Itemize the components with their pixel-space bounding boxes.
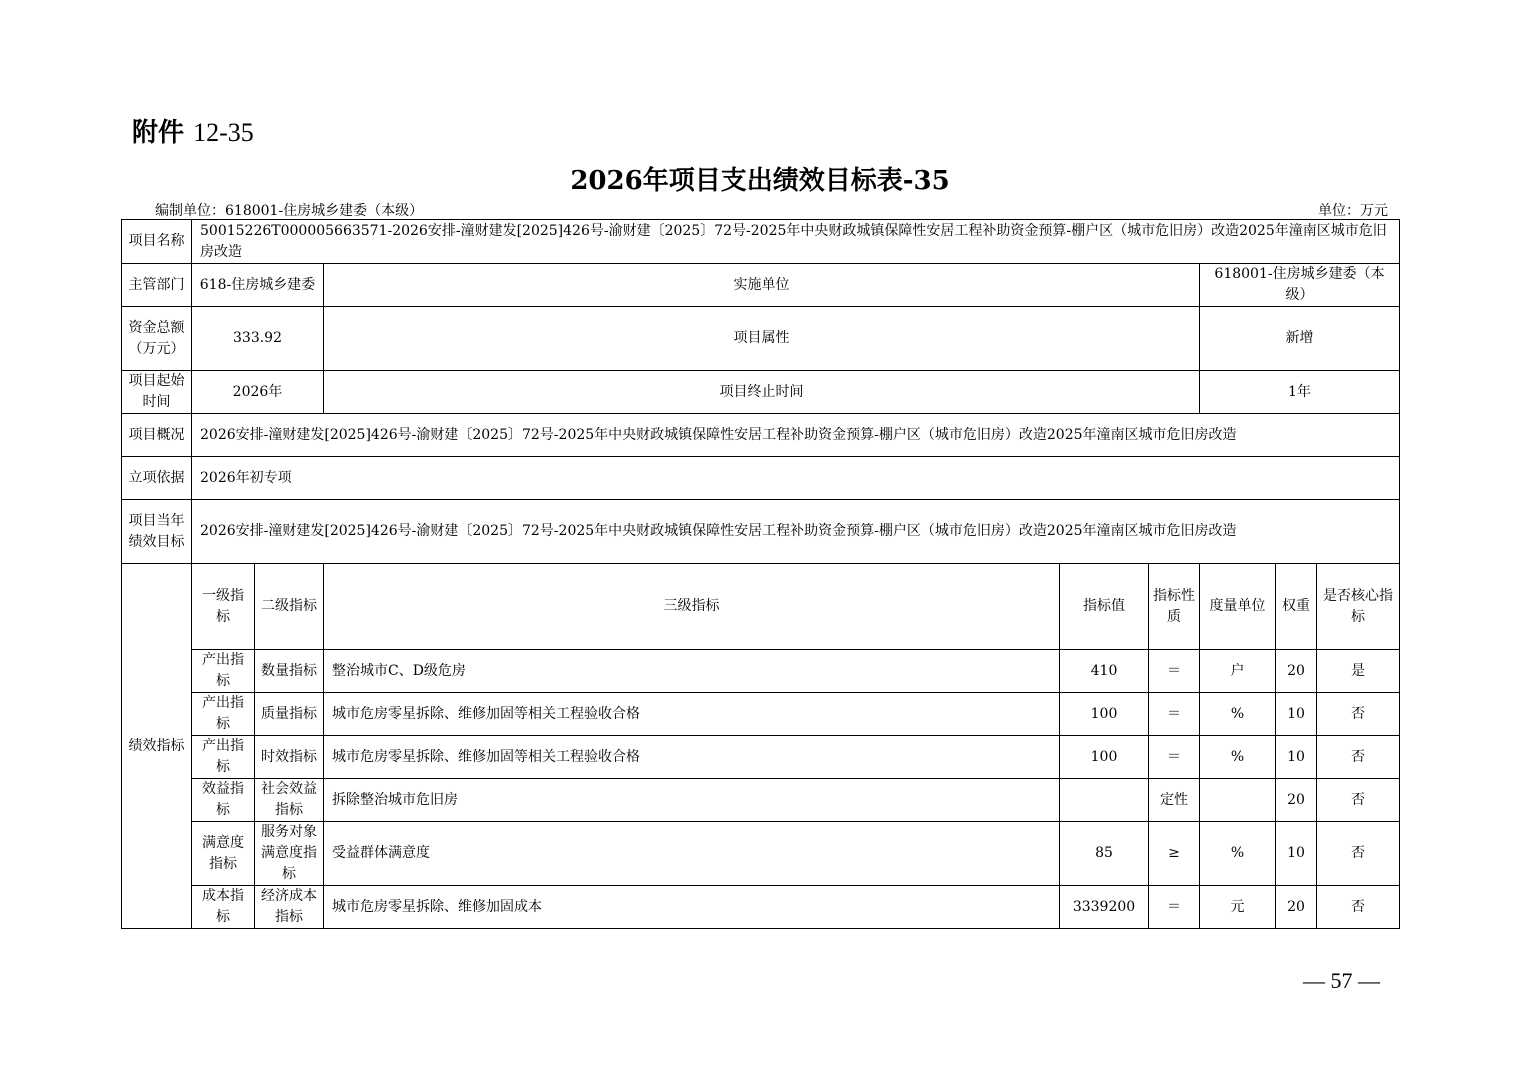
cell-l1: 效益指标 xyxy=(192,779,255,822)
overview-value: 2026安排-潼财建发[2025]426号-渝财建〔2025〕72号-2025年中央财政城镇保障性安居工程补助资金预算-棚户区（城市危旧房）改造2025年潼南区城市危旧房改造 xyxy=(192,414,1400,457)
cell-measure: 户 xyxy=(1200,650,1276,693)
cell-weight: 20 xyxy=(1276,886,1317,929)
compile-unit: 编制单位：618001-住房城乡建委（本级） xyxy=(155,203,424,219)
cell-weight: 10 xyxy=(1276,736,1317,779)
dept-value: 618-住房城乡建委 xyxy=(192,264,324,307)
cell-core: 否 xyxy=(1317,736,1400,779)
page-number: — 57 — xyxy=(1303,968,1380,993)
header-l2: 二级指标 xyxy=(255,564,324,650)
header-l1: 一级指标 xyxy=(192,564,255,650)
table-row xyxy=(122,886,1400,929)
cell-l1: 满意度指标 xyxy=(192,822,255,886)
cell-l1: 产出指标 xyxy=(192,650,255,693)
cell-nature: ＝ xyxy=(1149,693,1200,736)
cell-core: 否 xyxy=(1317,886,1400,929)
table-row xyxy=(122,822,1400,886)
cell-measure: % xyxy=(1200,822,1276,886)
cell-core: 是 xyxy=(1317,650,1400,693)
impl-label: 实施单位 xyxy=(324,264,1200,307)
attr-value: 新增 xyxy=(1200,307,1400,371)
start-value: 2026年 xyxy=(192,371,324,414)
cell-nature: ＝ xyxy=(1149,886,1200,929)
header-weight: 权重 xyxy=(1276,564,1317,650)
cell-l2: 时效指标 xyxy=(255,736,324,779)
cell-l3: 城市危房零星拆除、维修加固等相关工程验收合格 xyxy=(324,693,1060,736)
cell-value: 100 xyxy=(1060,736,1149,779)
cell-l2: 服务对象满意度指标 xyxy=(255,822,324,886)
cell-nature: ＝ xyxy=(1149,650,1200,693)
cell-l3: 城市危房零星拆除、维修加固等相关工程验收合格 xyxy=(324,736,1060,779)
cell-measure: 元 xyxy=(1200,886,1276,929)
attachment-label: 附件 12-35 xyxy=(132,118,254,148)
cell-core: 否 xyxy=(1317,822,1400,886)
cell-weight: 20 xyxy=(1276,779,1317,822)
cell-l3: 拆除整治城市危旧房 xyxy=(324,779,1060,822)
cell-l1: 成本指标 xyxy=(192,886,255,929)
header-core: 是否核心指标 xyxy=(1317,564,1400,650)
table-row xyxy=(122,650,1400,693)
basis-label: 立项依据 xyxy=(122,457,192,500)
header-nature: 指标性质 xyxy=(1149,564,1200,650)
funds-value: 333.92 xyxy=(192,307,324,371)
attr-label: 项目属性 xyxy=(324,307,1200,371)
cell-measure: % xyxy=(1200,693,1276,736)
header-value: 指标值 xyxy=(1060,564,1149,650)
start-label: 项目起始时间 xyxy=(122,371,192,414)
page-title: 2026年项目支出绩效目标表-35 xyxy=(570,166,950,196)
cell-l1: 产出指标 xyxy=(192,693,255,736)
cell-l2: 经济成本指标 xyxy=(255,886,324,929)
cell-value: 100 xyxy=(1060,693,1149,736)
cell-weight: 10 xyxy=(1276,822,1317,886)
table-row xyxy=(122,693,1400,736)
cell-weight: 20 xyxy=(1276,650,1317,693)
cell-l3: 整治城市C、D级危房 xyxy=(324,650,1060,693)
cell-value xyxy=(1060,779,1149,822)
overview-label: 项目概况 xyxy=(122,414,192,457)
perf-label: 绩效指标 xyxy=(122,564,192,929)
header-measure: 度量单位 xyxy=(1200,564,1276,650)
header-l3: 三级指标 xyxy=(324,564,1060,650)
cell-core: 否 xyxy=(1317,779,1400,822)
table-row xyxy=(122,736,1400,779)
cell-l2: 质量指标 xyxy=(255,693,324,736)
cell-l3: 受益群体满意度 xyxy=(324,822,1060,886)
cell-core: 否 xyxy=(1317,693,1400,736)
basis-value: 2026年初专项 xyxy=(192,457,1400,500)
cell-l2: 社会效益指标 xyxy=(255,779,324,822)
cell-value: 3339200 xyxy=(1060,886,1149,929)
project-name: 50015226T000005663571-2026安排-潼财建发[2025]426号-渝财建〔2025〕72号-2025年中央财政城镇保障性安居工程补助资金预算-棚户区（城市危旧房）改造2025年潼南区城市危旧房改造 xyxy=(192,220,1400,264)
cell-nature: 定性 xyxy=(1149,779,1200,822)
currency-unit: 单位：万元 xyxy=(1318,203,1388,219)
table-row xyxy=(122,779,1400,822)
cell-value: 85 xyxy=(1060,822,1149,886)
cell-weight: 10 xyxy=(1276,693,1317,736)
goal-label: 项目当年绩效目标 xyxy=(122,500,192,564)
performance-table xyxy=(121,219,1400,929)
end-value: 1年 xyxy=(1200,371,1400,414)
end-label: 项目终止时间 xyxy=(324,371,1200,414)
project-name-label: 项目名称 xyxy=(122,220,192,264)
cell-l3: 城市危房零星拆除、维修加固成本 xyxy=(324,886,1060,929)
impl-value: 618001-住房城乡建委（本级） xyxy=(1200,264,1400,307)
cell-value: 410 xyxy=(1060,650,1149,693)
cell-measure xyxy=(1200,779,1276,822)
cell-l2: 数量指标 xyxy=(255,650,324,693)
cell-measure: % xyxy=(1200,736,1276,779)
cell-l1: 产出指标 xyxy=(192,736,255,779)
dept-label: 主管部门 xyxy=(122,264,192,307)
funds-label: 资金总额（万元） xyxy=(122,307,192,371)
cell-nature: ＝ xyxy=(1149,736,1200,779)
goal-value: 2026安排-潼财建发[2025]426号-渝财建〔2025〕72号-2025年中央财政城镇保障性安居工程补助资金预算-棚户区（城市危旧房）改造2025年潼南区城市危旧房改造 xyxy=(192,500,1400,564)
cell-nature: ≥ xyxy=(1149,822,1200,886)
